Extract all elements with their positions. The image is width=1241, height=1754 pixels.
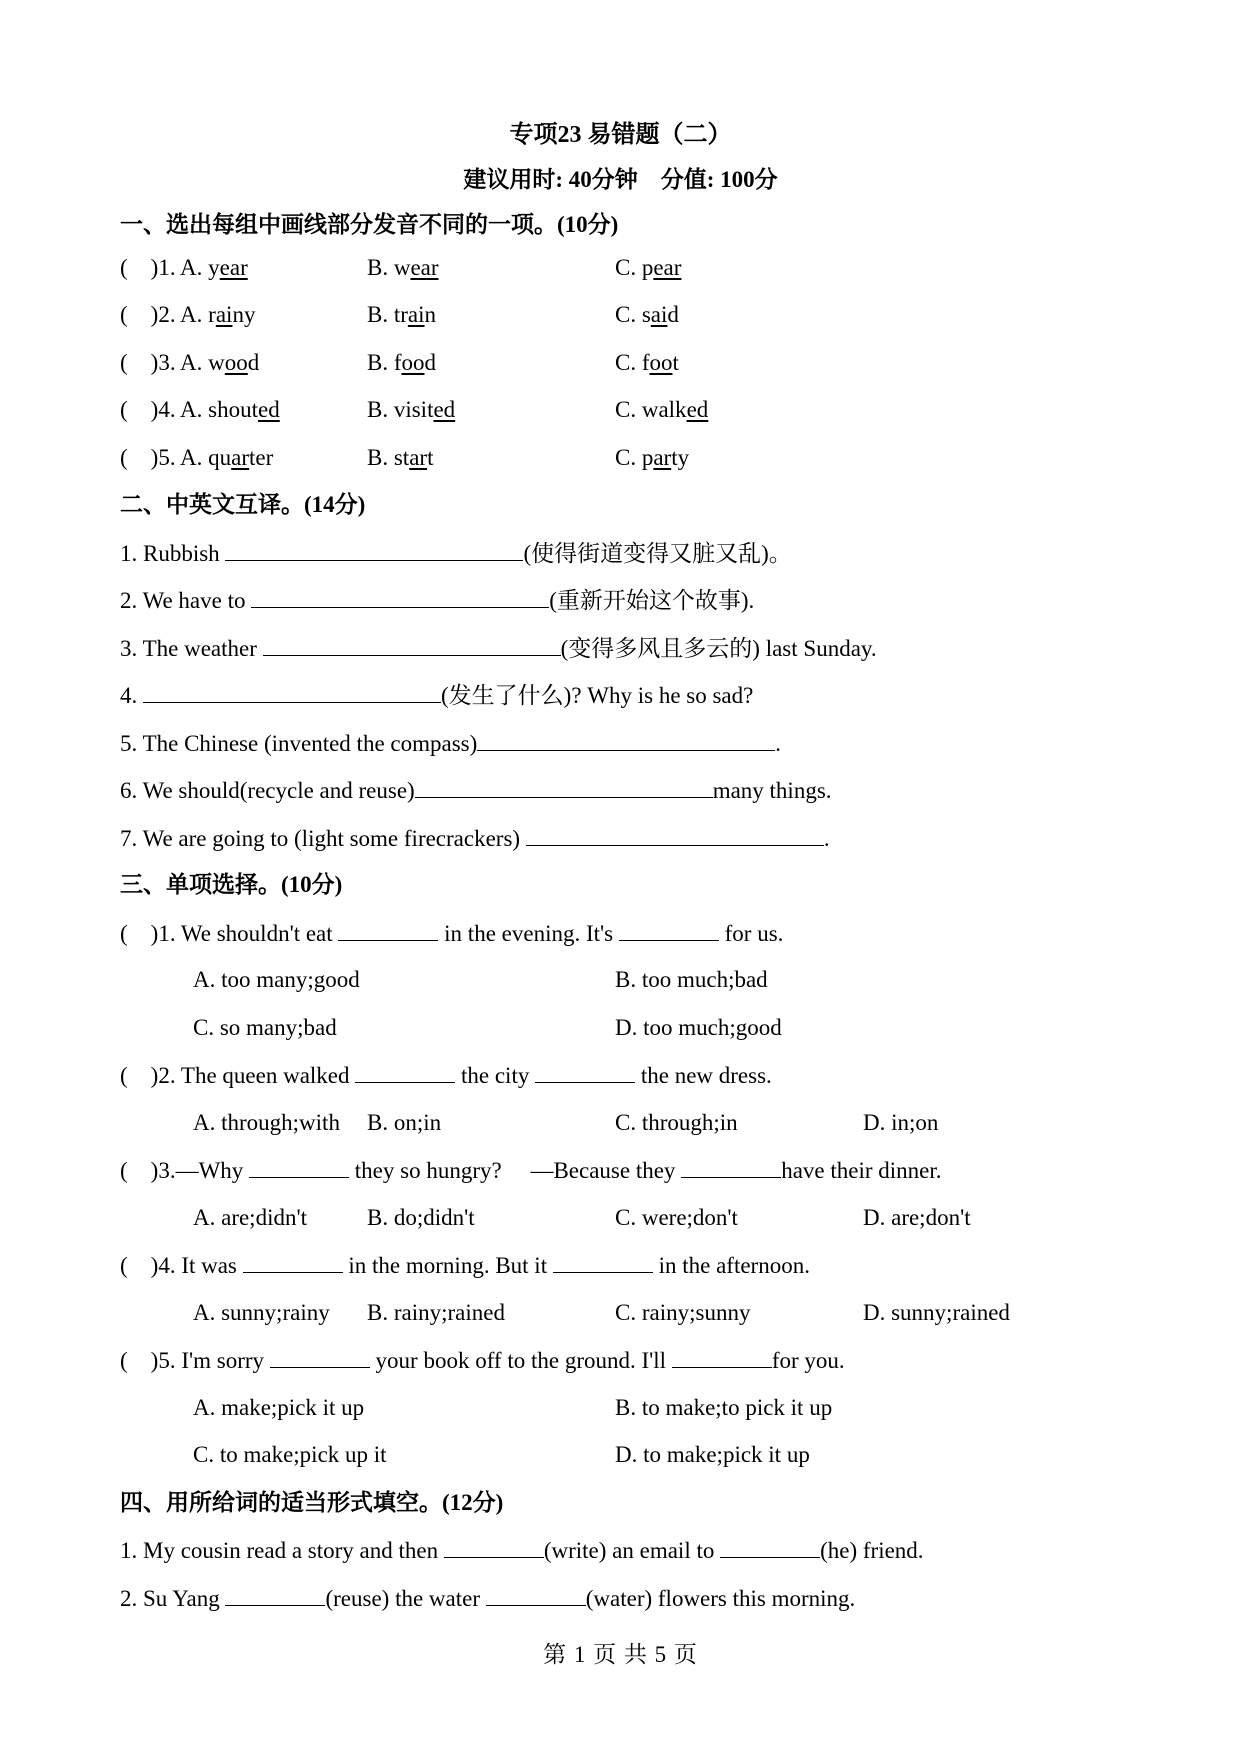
option-d: D. too much;good xyxy=(615,1015,782,1040)
option-c: C. said xyxy=(615,302,679,327)
option-d: D. in;on xyxy=(863,1110,939,1135)
section3-heading: 三、单项选择。(10分) xyxy=(120,872,343,897)
fill-line: 1. My cousin read a story and then (write) an email to (he) friend. xyxy=(120,1535,924,1566)
option-d: D. sunny;rained xyxy=(863,1300,1010,1325)
page-title: 专项23 易错题（二） xyxy=(509,122,732,148)
choice-question: ( )5. I'm sorry your book off to the ground. I'll for you. xyxy=(120,1345,845,1376)
answer-blank[interactable] xyxy=(477,728,775,751)
option-c: C. walked xyxy=(615,397,709,422)
option-c: C. foot xyxy=(615,350,679,375)
question-number: ( )4. A. shouted xyxy=(120,397,280,422)
option-b: B. on;in xyxy=(367,1110,442,1135)
choice-question: ( )3.—Why they so hungry? —Because they have their dinner. xyxy=(120,1155,942,1186)
answer-blank[interactable] xyxy=(553,1250,653,1273)
answer-blank[interactable] xyxy=(249,1155,349,1178)
option-b: B. to make;to pick it up xyxy=(615,1395,833,1420)
answer-blank[interactable] xyxy=(270,1345,370,1368)
option-b: B. visited xyxy=(367,397,456,422)
translation-line: 7. We are going to (light some firecrackers) . xyxy=(120,823,830,854)
answer-blank[interactable] xyxy=(444,1535,544,1558)
answer-blank[interactable] xyxy=(486,1583,586,1606)
translation-line: 5. The Chinese (invented the compass) . xyxy=(120,728,781,759)
translation-line: 3. The weather (变得多风且多云的) last Sunday. xyxy=(120,633,877,664)
answer-blank[interactable] xyxy=(672,1345,772,1368)
option-a: A. are;didn't xyxy=(193,1205,308,1230)
question-number: ( )3. A. wood xyxy=(120,350,260,375)
translation-line: 4. (发生了什么)? Why is he so sad? xyxy=(120,680,753,711)
answer-blank[interactable] xyxy=(225,538,523,561)
answer-blank[interactable] xyxy=(338,918,438,941)
option-b: B. wear xyxy=(367,255,439,280)
answer-blank[interactable] xyxy=(526,823,824,846)
choice-question: ( )2. The queen walked the city the new dress. xyxy=(120,1060,772,1091)
option-b: B. rainy;rained xyxy=(367,1300,505,1325)
option-c: C. rainy;sunny xyxy=(615,1300,751,1325)
choice-question: ( )1. We shouldn't eat in the evening. It's for us. xyxy=(120,918,783,949)
answer-blank[interactable] xyxy=(243,1250,343,1273)
option-d: D. are;don't xyxy=(863,1205,971,1230)
section4-heading: 四、用所给词的适当形式填空。(12分) xyxy=(120,1490,504,1515)
answer-blank[interactable] xyxy=(681,1155,781,1178)
option-a: A. sunny;rainy xyxy=(193,1300,330,1325)
option-a: A. too many;good xyxy=(193,967,360,992)
option-a: A. make;pick it up xyxy=(193,1395,365,1420)
option-b: B. train xyxy=(367,302,436,327)
option-c: C. were;don't xyxy=(615,1205,738,1230)
page-subtitle: 建议用时: 40分钟 分值: 100分 xyxy=(463,167,778,192)
answer-blank[interactable] xyxy=(225,1583,325,1606)
section1-heading: 一、选出每组中画线部分发音不同的一项。(10分) xyxy=(120,212,619,237)
option-a: A. through;with xyxy=(193,1110,340,1135)
answer-blank[interactable] xyxy=(415,775,713,798)
answer-blank[interactable] xyxy=(143,680,441,703)
question-number: ( )1. A. year xyxy=(120,255,248,280)
option-c: C. so many;bad xyxy=(193,1015,337,1040)
option-c: C. to make;pick up it xyxy=(193,1442,387,1467)
answer-blank[interactable] xyxy=(535,1060,635,1083)
choice-question: ( )4. It was in the morning. But it in the afternoon. xyxy=(120,1250,810,1281)
option-b: B. do;didn't xyxy=(367,1205,475,1230)
answer-blank[interactable] xyxy=(251,585,549,608)
question-number: ( )5. A. quarter xyxy=(120,445,274,470)
section2-heading: 二、中英文互译。(14分) xyxy=(120,492,366,517)
option-d: D. to make;pick it up xyxy=(615,1442,810,1467)
option-c: C. pear xyxy=(615,255,682,280)
translation-line: 2. We have to (重新开始这个故事). xyxy=(120,585,754,616)
option-c: C. through;in xyxy=(615,1110,738,1135)
option-b: B. too much;bad xyxy=(615,967,768,992)
option-b: B. start xyxy=(367,445,434,470)
answer-blank[interactable] xyxy=(619,918,719,941)
page-footer: 第 1 页 共 5 页 xyxy=(543,1642,698,1667)
question-number: ( )2. A. rainy xyxy=(120,302,256,327)
answer-blank[interactable] xyxy=(720,1535,820,1558)
answer-blank[interactable] xyxy=(355,1060,455,1083)
fill-line: 2. Su Yang (reuse) the water (water) flowers this morning. xyxy=(120,1583,855,1614)
answer-blank[interactable] xyxy=(263,633,561,656)
translation-line: 6. We should(recycle and reuse) many things. xyxy=(120,775,832,806)
option-b: B. food xyxy=(367,350,436,375)
translation-line: 1. Rubbish (使得街道变得又脏又乱)。 xyxy=(120,538,792,569)
option-c: C. party xyxy=(615,445,690,470)
